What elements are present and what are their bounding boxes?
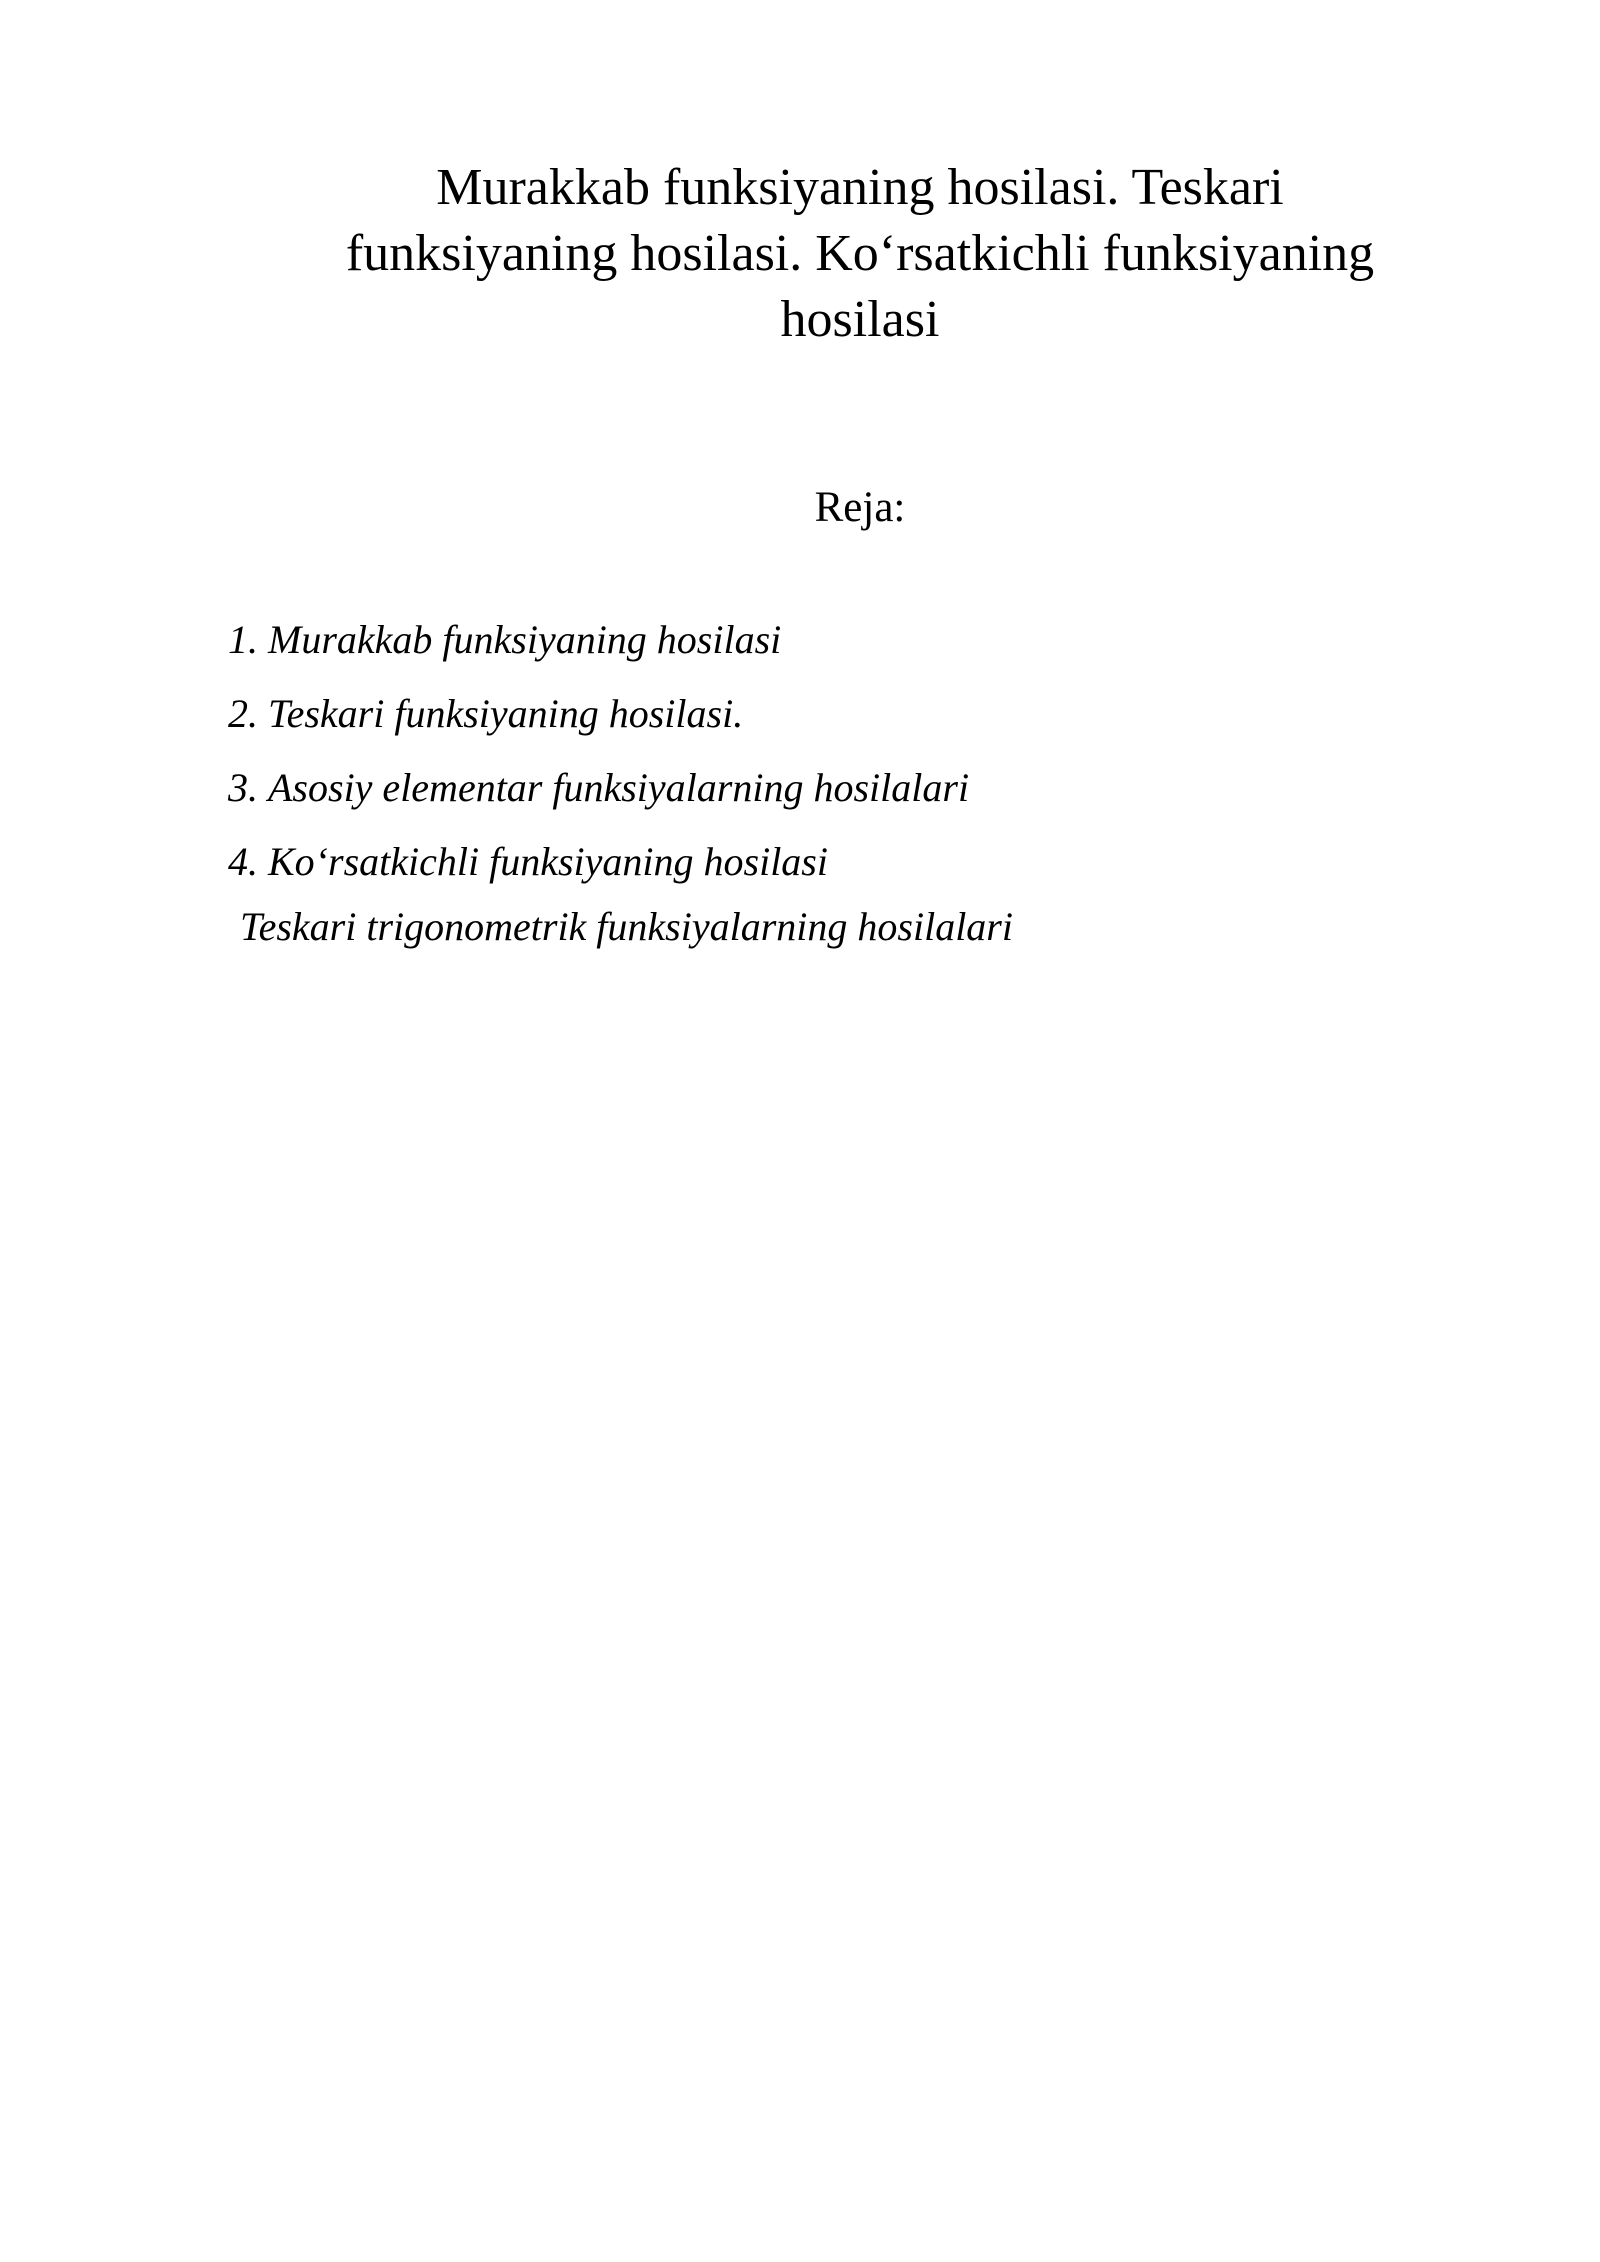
plan-item	[228, 751, 969, 825]
plan-item	[228, 825, 969, 899]
plan-heading: Reja:	[814, 484, 906, 531]
plan-item-text: Teskari funksiyaning hosilasi.	[268, 691, 744, 736]
plan-extra-item: Teskari trigonometrik funksiyalarning hosilalari	[240, 904, 1013, 949]
plan-item-text: Asosiy elementar funksiyalarning hosilalari	[268, 765, 970, 810]
plan-item-number: 1.	[228, 617, 258, 662]
plan-item-number: 2.	[228, 691, 258, 736]
plan-item-text: Murakkab funksiyaning hosilasi	[268, 617, 782, 662]
title-line-3: hosilasi	[780, 291, 940, 348]
plan-item	[228, 677, 969, 751]
plan-item-text: Ko‘rsatkichli funksiyaning hosilasi	[268, 839, 828, 884]
document-title	[230, 155, 1490, 353]
title-line-1: Murakkab funksiyaning hosilasi. Teskari	[436, 159, 1284, 216]
plan-item-number: 4.	[228, 839, 258, 884]
title-line-2: funksiyaning hosilasi. Ko‘rsatkichli funksiyaning	[345, 225, 1375, 282]
plan-item-number: 3.	[228, 765, 258, 810]
plan-list	[228, 603, 969, 899]
plan-item	[228, 603, 969, 677]
